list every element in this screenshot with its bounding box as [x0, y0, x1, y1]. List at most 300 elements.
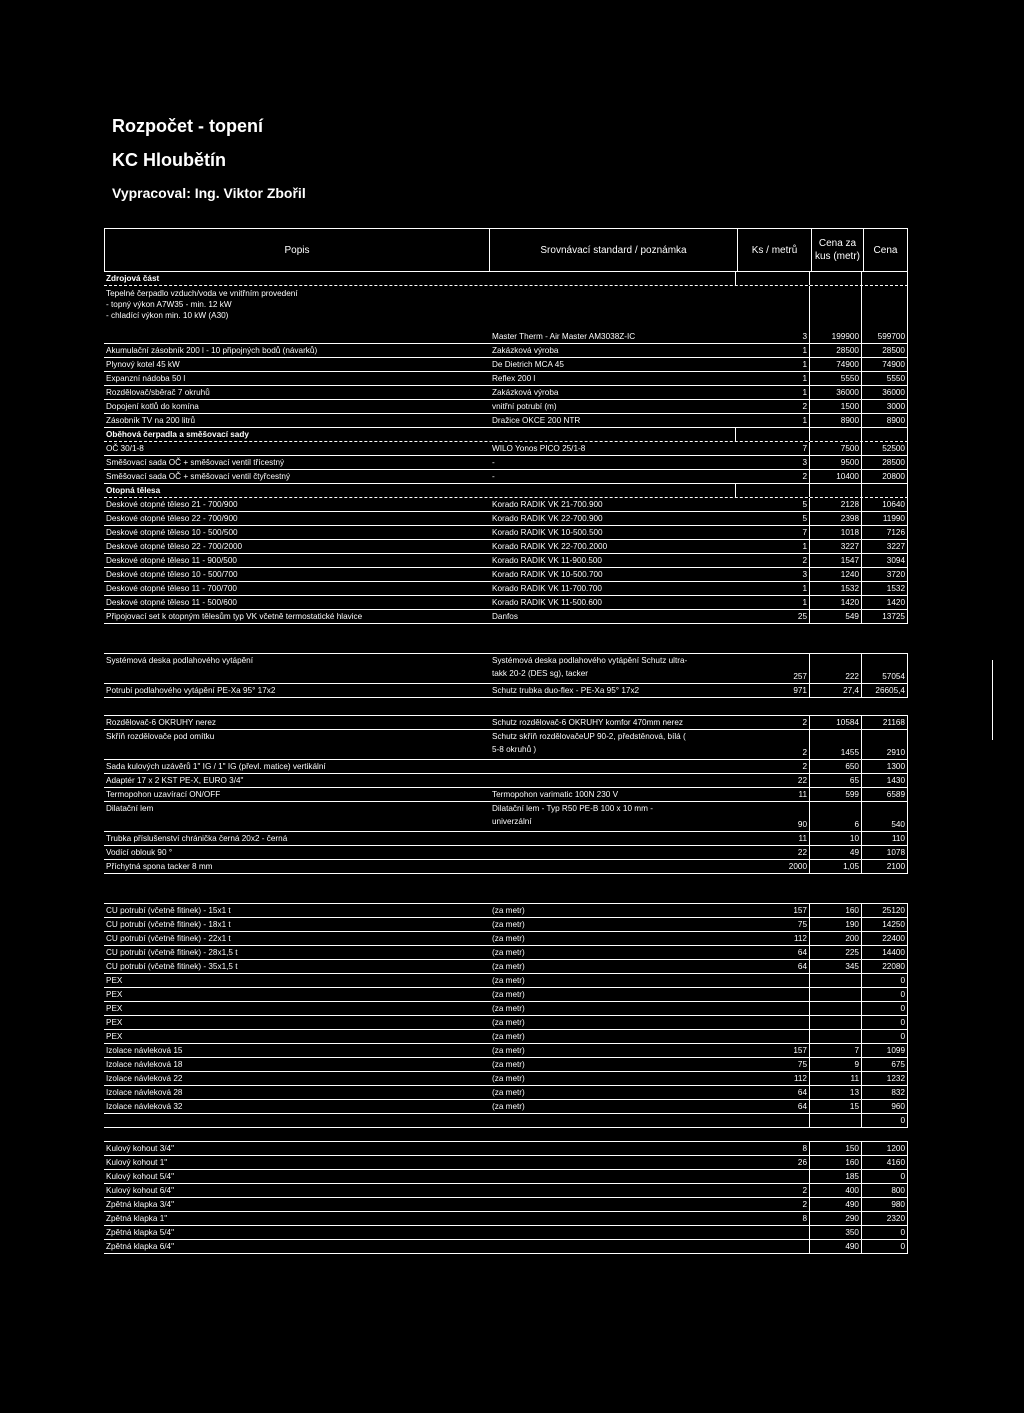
row-qty: 3: [736, 286, 810, 343]
table-row: [104, 716, 908, 730]
row-desc: Zpětná klapka 3/4": [106, 1200, 174, 1209]
row-desc: Expanzní nádoba 50 l: [106, 374, 186, 383]
row-note: WILO Yonos PICO 25/1-8: [492, 444, 586, 453]
row-unit: 400: [810, 1184, 862, 1197]
row-note: Korado RADIK VK 22-700.2000: [492, 542, 608, 551]
row-qty: 7: [736, 442, 810, 455]
row-note: Korado RADIK VK 10-500.500: [492, 528, 603, 537]
row-qty: 1: [736, 414, 810, 427]
row-note: takk 20-2 (DES sg), tacker: [492, 669, 589, 678]
row-total: 0: [862, 1002, 908, 1015]
row-unit: 190: [810, 918, 862, 931]
row-note: (za metr): [492, 990, 525, 999]
row-unit: 160: [810, 1156, 862, 1169]
row-note: (za metr): [492, 948, 525, 957]
row-qty: 1: [736, 344, 810, 357]
table-row: [104, 918, 908, 932]
row-desc: Zásobník TV na 200 litrů: [106, 416, 196, 425]
row-qty: [736, 1002, 810, 1015]
row-qty: 75: [736, 1058, 810, 1071]
budget-table: [104, 228, 908, 1254]
row-note: (za metr): [492, 1102, 525, 1111]
table-row: [104, 788, 908, 802]
table-row: [104, 568, 908, 582]
table-row: [104, 456, 908, 470]
row-unit: 8900: [810, 414, 862, 427]
row-total: 28500: [862, 456, 908, 469]
row-unit: 1420: [810, 596, 862, 609]
row-qty: 5: [736, 498, 810, 511]
row-note: Master Therm - Air Master AM3038Z-IC: [492, 332, 636, 341]
row-total: 0: [862, 1016, 908, 1029]
row-qty: 3: [736, 456, 810, 469]
table-row: [104, 1184, 908, 1198]
table-row: [104, 1156, 908, 1170]
row-total: 540: [862, 802, 908, 831]
table-row: [104, 1240, 908, 1254]
col-header-unit-price: Cena za kus (metr): [811, 229, 863, 271]
row-note: Korado RADIK VK 11-500.600: [492, 598, 602, 607]
row-unit: 222: [810, 654, 862, 683]
row-unit: 1455: [810, 730, 862, 759]
row-desc: Izolace návleková 15: [106, 1046, 183, 1055]
row-note: (za metr): [492, 1018, 525, 1027]
row-total: 800: [862, 1184, 908, 1197]
row-note: Zakázková výroba: [492, 388, 559, 397]
row-note: -: [492, 472, 495, 481]
row-desc: Izolace návleková 32: [106, 1102, 183, 1111]
row-unit: [810, 974, 862, 987]
row-unit: [810, 1016, 862, 1029]
row-total: 0: [862, 988, 908, 1001]
table-row: [104, 832, 908, 846]
row-total: 21168: [862, 716, 908, 729]
row-unit: 3227: [810, 540, 862, 553]
row-unit: 290: [810, 1212, 862, 1225]
table-row: [104, 1044, 908, 1058]
row-unit: 36000: [810, 386, 862, 399]
row-desc: Tepelné čerpadlo vzduch/voda ve vnitřním provedení: [106, 289, 298, 298]
row-total: 4160: [862, 1156, 908, 1169]
table-row: [104, 774, 908, 788]
row-unit: 1500: [810, 400, 862, 413]
row-note: (za metr): [492, 906, 525, 915]
row-desc: CU potrubí (včetně fitinek) - 35x1,5 t: [106, 962, 238, 971]
row-qty: 112: [736, 932, 810, 945]
row-total: 26605,4: [862, 684, 908, 697]
row-note: Schutz trubka duo-flex - PE-Xa 95° 17x2: [492, 686, 640, 695]
table-row: [104, 1212, 908, 1226]
table-row: [104, 358, 908, 372]
col-header-qty: Ks / metrů: [737, 229, 811, 271]
row-unit: 9500: [810, 456, 862, 469]
row-total: 960: [862, 1100, 908, 1113]
row-qty: [736, 974, 810, 987]
row-qty: 11: [736, 832, 810, 845]
row-note: [490, 1170, 736, 1183]
row-total: 2320: [862, 1212, 908, 1225]
row-unit: 11: [810, 1072, 862, 1085]
table-row: [104, 684, 908, 698]
row-total: 11990: [862, 512, 908, 525]
row-total: 1078: [862, 846, 908, 859]
page-subtitle: KC Hloubětín: [112, 150, 226, 170]
row-unit: 9: [810, 1058, 862, 1071]
row-note: (za metr): [492, 1060, 525, 1069]
row-total: 1200: [862, 1142, 908, 1155]
row-unit: 28500: [810, 344, 862, 357]
row-desc: Deskové otopné těleso 10 - 500/700: [106, 570, 238, 579]
page-title: Rozpočet - topení: [112, 116, 263, 136]
row-desc: CU potrubí (včetně fitinek) - 22x1 t: [106, 934, 231, 943]
row-desc: - chladící výkon min. 10 kW (A30): [106, 311, 229, 320]
table-row: [104, 344, 908, 358]
row-qty: 1: [736, 596, 810, 609]
row-qty: 2: [736, 1198, 810, 1211]
row-desc: Rozdělovač/sběrač 7 okruhů: [106, 388, 210, 397]
row-note: univerzální: [492, 817, 532, 826]
row-unit: [810, 1030, 862, 1043]
table-row: [104, 386, 908, 400]
row-qty: 7: [736, 526, 810, 539]
col-header-note: Srovnávací standard / poznámka: [489, 229, 737, 271]
row-unit: 13: [810, 1086, 862, 1099]
row-note: [490, 846, 736, 859]
row-note: [490, 1156, 736, 1169]
row-unit: 74900: [810, 358, 862, 371]
row-total: 3720: [862, 568, 908, 581]
table-row: [104, 730, 908, 760]
row-total: 5550: [862, 372, 908, 385]
section-header: Otopná tělesa: [104, 484, 908, 498]
row-note: Schutz rozdělovač-6 OKRUHY komfor 470mm nerez: [492, 718, 683, 727]
row-unit: 225: [810, 946, 862, 959]
row-note: [490, 1198, 736, 1211]
table-row: [104, 654, 908, 684]
row-unit: [810, 1002, 862, 1015]
row-desc: Deskové otopné těleso 10 - 500/500: [106, 528, 238, 537]
row-unit: 549: [810, 610, 862, 623]
row-desc: Deskové otopné těleso 11 - 900/500: [106, 556, 237, 565]
table-row: [104, 932, 908, 946]
row-note: [490, 774, 736, 787]
table-row: [104, 1170, 908, 1184]
row-unit: 27,4: [810, 684, 862, 697]
table-row: [104, 610, 908, 624]
row-total: 0: [862, 974, 908, 987]
row-note: Korado RADIK VK 11-700.700: [492, 584, 602, 593]
row-total: 52500: [862, 442, 908, 455]
row-unit: 199900: [810, 286, 862, 343]
row-qty: 22: [736, 846, 810, 859]
row-qty: 1: [736, 540, 810, 553]
row-total: 0: [862, 1114, 908, 1127]
row-total: 0: [862, 1170, 908, 1183]
row-total: 1420: [862, 596, 908, 609]
col-header-desc: Popis: [284, 244, 310, 256]
row-qty: [736, 1016, 810, 1029]
row-desc: Deskové otopné těleso 11 - 700/700: [106, 584, 237, 593]
row-desc: Sada kulových uzávěrů 1" IG / 1" IG (převl. matice) vertikální: [106, 762, 326, 771]
row-desc: Akumulační zásobník 200 l - 10 připojných bodů (návarků): [106, 346, 318, 355]
row-desc: Trubka příslušenství chránička černá 20x2 - černá: [106, 834, 288, 843]
table-row: [104, 974, 908, 988]
row-total: 832: [862, 1086, 908, 1099]
row-desc: OČ 30/1-8: [106, 444, 144, 453]
table-row: [104, 846, 908, 860]
table-row: [104, 414, 908, 428]
row-qty: [736, 988, 810, 1001]
row-desc: Dopojení kotlů do komína: [106, 402, 199, 411]
row-qty: 64: [736, 1100, 810, 1113]
row-desc: Adaptér 17 x 2 KST PE-X, EURO 3/4": [106, 776, 244, 785]
col-header-total: Cena: [863, 229, 907, 271]
table-row: [104, 960, 908, 974]
table-row: [104, 988, 908, 1002]
table-row: [104, 760, 908, 774]
row-unit: 5550: [810, 372, 862, 385]
row-qty: 8: [736, 1142, 810, 1155]
row-qty: 64: [736, 960, 810, 973]
row-qty: [736, 1030, 810, 1043]
row-qty: 157: [736, 1044, 810, 1057]
row-note: Korado RADIK VK 11-900.500: [492, 556, 602, 565]
row-qty: 2: [736, 716, 810, 729]
row-unit: 65: [810, 774, 862, 787]
row-unit: 10584: [810, 716, 862, 729]
row-note: Systémová deska podlahového vytápění Schutz ultra-: [492, 656, 688, 665]
row-note: Zakázková výroba: [492, 346, 559, 355]
table-row: [104, 904, 908, 918]
row-qty: [736, 1226, 810, 1239]
row-total: 1532: [862, 582, 908, 595]
row-desc: Kulový kohout 1": [106, 1158, 168, 1167]
row-desc: Směšovací sada OČ + směšovací ventil třícestný: [106, 458, 285, 467]
table-row: [104, 860, 908, 874]
row-total: 980: [862, 1198, 908, 1211]
row-desc: PEX: [106, 1032, 123, 1041]
row-note: [490, 832, 736, 845]
row-qty: 75: [736, 918, 810, 931]
table-row: [104, 470, 908, 484]
row-qty: 1: [736, 386, 810, 399]
author-line: Vypracoval: Ing. Viktor Zbořil: [112, 185, 306, 201]
table-row: [104, 498, 908, 512]
row-note: (za metr): [492, 1004, 525, 1013]
row-unit: 6: [810, 802, 862, 831]
row-desc: Dilatační lem: [106, 804, 154, 813]
table-row: [104, 442, 908, 456]
row-note: (za metr): [492, 920, 525, 929]
row-total: 28500: [862, 344, 908, 357]
row-note: vnitřní potrubí (m): [492, 402, 557, 411]
row-total: 2910: [862, 730, 908, 759]
row-unit: 599: [810, 788, 862, 801]
row-unit: 7: [810, 1044, 862, 1057]
row-qty: 8: [736, 1212, 810, 1225]
row-note: -: [492, 458, 495, 467]
row-unit: 345: [810, 960, 862, 973]
row-total: 110: [862, 832, 908, 845]
row-desc: Izolace návleková 18: [106, 1060, 183, 1069]
row-qty: [736, 1240, 810, 1253]
row-total: 14400: [862, 946, 908, 959]
row-desc: Rozdělovač-6 OKRUHY nerez: [106, 718, 216, 727]
section-header: Zdrojová část: [104, 272, 908, 286]
row-total: 10640: [862, 498, 908, 511]
table-row: [104, 1100, 908, 1114]
table-row: [104, 1030, 908, 1044]
row-unit: 2398: [810, 512, 862, 525]
row-desc: Termopohon uzavírací ON/OFF: [106, 790, 221, 799]
table-row: [104, 1142, 908, 1156]
row-desc: Deskové otopné těleso 22 - 700/2000: [106, 542, 243, 551]
row-total: 57054: [862, 654, 908, 683]
row-note: Reflex 200 l: [492, 374, 536, 383]
row-desc: Směšovací sada OČ + směšovací ventil čtyřcestný: [106, 472, 291, 481]
row-unit: 7500: [810, 442, 862, 455]
row-note: (za metr): [492, 976, 525, 985]
row-total: 14250: [862, 918, 908, 931]
row-desc: Deskové otopné těleso 21 - 700/900: [106, 500, 238, 509]
row-qty: 90: [736, 802, 810, 831]
table-row: [104, 512, 908, 526]
row-total: 13725: [862, 610, 908, 623]
table-row: [104, 582, 908, 596]
row-note: [490, 1212, 736, 1225]
table-row: [104, 1016, 908, 1030]
row-note: (za metr): [492, 1088, 525, 1097]
row-qty: 2: [736, 400, 810, 413]
row-desc: Vodící oblouk 90 °: [106, 848, 173, 857]
table-row: [104, 1086, 908, 1100]
table-row: [104, 286, 908, 344]
row-qty: 1: [736, 358, 810, 371]
row-total: 25120: [862, 904, 908, 917]
row-unit: 1547: [810, 554, 862, 567]
row-unit: 15: [810, 1100, 862, 1113]
table-row: [104, 540, 908, 554]
row-qty: 971: [736, 684, 810, 697]
row-unit: 1240: [810, 568, 862, 581]
table-row: [104, 596, 908, 610]
row-total: 74900: [862, 358, 908, 371]
row-total: 1099: [862, 1044, 908, 1057]
row-note: [490, 860, 736, 873]
row-total: 3227: [862, 540, 908, 553]
row-unit: 2128: [810, 498, 862, 511]
row-unit: 650: [810, 760, 862, 773]
row-unit: 1018: [810, 526, 862, 539]
row-total: 1300: [862, 760, 908, 773]
row-qty: 26: [736, 1156, 810, 1169]
row-desc: CU potrubí (včetně fitinek) - 28x1,5 t: [106, 948, 238, 957]
table-row: [104, 1198, 908, 1212]
row-note: Danfos: [492, 612, 518, 621]
row-desc: Zpětná klapka 6/4": [106, 1242, 174, 1251]
row-note: (za metr): [492, 934, 525, 943]
row-total: 7126: [862, 526, 908, 539]
row-note: 5-8 okruhů ): [492, 745, 537, 754]
row-qty: 2: [736, 730, 810, 759]
table-row: [104, 1072, 908, 1086]
row-total: 8900: [862, 414, 908, 427]
table-row: [104, 1226, 908, 1240]
row-unit: 200: [810, 932, 862, 945]
row-desc: Skříň rozdělovače pod omítku: [106, 732, 215, 741]
table-row: [104, 946, 908, 960]
row-unit: 150: [810, 1142, 862, 1155]
table-row: [104, 400, 908, 414]
row-qty: 5: [736, 512, 810, 525]
row-qty: 257: [736, 654, 810, 683]
row-note: De Dietrich MCA 45: [492, 360, 564, 369]
row-qty: 25: [736, 610, 810, 623]
row-note: Dražice OKCE 200 NTR: [492, 416, 581, 425]
row-desc: CU potrubí (včetně fitinek) - 15x1 t: [106, 906, 231, 915]
table-row: [104, 1002, 908, 1016]
margin-line: [992, 660, 993, 740]
row-note: (za metr): [492, 1032, 525, 1041]
row-unit: 1532: [810, 582, 862, 595]
row-note: Korado RADIK VK 22-700.900: [492, 514, 603, 523]
row-unit: [810, 988, 862, 1001]
row-qty: 157: [736, 904, 810, 917]
row-note: [490, 1240, 736, 1253]
row-desc: Připojovací set k otopným tělesům typ VK včetně termostatické hlavice: [106, 612, 363, 621]
row-desc: PEX: [106, 1018, 123, 1027]
row-qty: 2000: [736, 860, 810, 873]
row-unit: 1,05: [810, 860, 862, 873]
row-unit: 490: [810, 1198, 862, 1211]
row-desc: Deskové otopné těleso 22 - 700/900: [106, 514, 238, 523]
row-total: 675: [862, 1058, 908, 1071]
row-note: (za metr): [492, 1046, 525, 1055]
section-header: Oběhová čerpadla a směšovací sady: [104, 428, 908, 442]
row-total: 599700: [862, 286, 908, 343]
row-desc: PEX: [106, 976, 123, 985]
row-desc: Kulový kohout 3/4": [106, 1144, 174, 1153]
row-total: 3094: [862, 554, 908, 567]
table-row: [104, 554, 908, 568]
row-total: 1232: [862, 1072, 908, 1085]
row-total: 0: [862, 1226, 908, 1239]
row-unit: 10400: [810, 470, 862, 483]
row-note: Korado RADIK VK 10-500.700: [492, 570, 603, 579]
table-header: [104, 228, 908, 272]
row-note: [490, 1184, 736, 1197]
row-desc: Zpětná klapka 1": [106, 1214, 168, 1223]
row-unit: 10: [810, 832, 862, 845]
row-note: Schutz skříň rozdělovačeUP 90-2, předstěnová, bílá (: [492, 732, 686, 741]
row-desc: Izolace návleková 22: [106, 1074, 183, 1083]
table-row: [104, 372, 908, 386]
row-desc: Systémová deska podlahového vytápění: [106, 656, 254, 665]
row-qty: 2: [736, 470, 810, 483]
row-qty: 2: [736, 1184, 810, 1197]
row-note: [490, 1142, 736, 1155]
row-desc: PEX: [106, 990, 123, 999]
row-desc: Deskové otopné těleso 11 - 500/600: [106, 598, 237, 607]
row-qty: 64: [736, 946, 810, 959]
row-qty: 2: [736, 554, 810, 567]
row-total: 0: [862, 1240, 908, 1253]
row-qty: 22: [736, 774, 810, 787]
row-qty: 1: [736, 582, 810, 595]
row-total: 22080: [862, 960, 908, 973]
row-qty: 1: [736, 372, 810, 385]
row-unit: 350: [810, 1226, 862, 1239]
